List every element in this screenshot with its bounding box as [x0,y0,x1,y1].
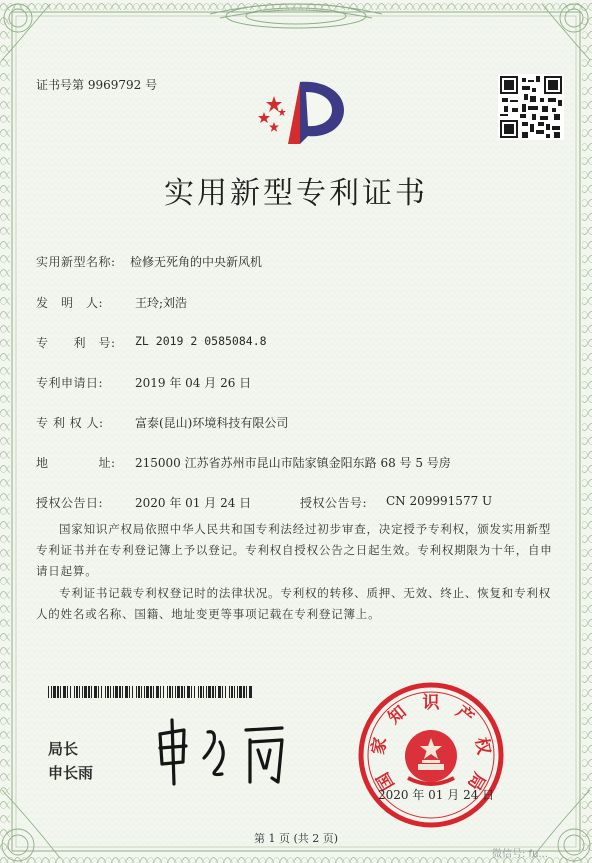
national-emblem-icon [405,730,457,784]
patent-number: ZL 2019 2 0585084.8 [135,334,267,348]
svg-text:权: 权 [470,735,494,757]
application-date: 2019 年 04 月 26 日 [135,376,252,390]
director-signature [150,712,310,792]
svg-text:局: 局 [463,768,489,794]
address-label: 地 址: [36,456,116,470]
certificate-number: 9969792 [87,78,142,92]
barcode-icon [48,686,254,698]
svg-text:国: 国 [373,768,399,794]
patent-holder: 富泰(昆山)环境科技有限公司 [135,416,289,430]
watermark: 微信号: fu... [492,849,548,860]
qr-code-icon [498,74,564,140]
page-indicator: 第 1 页 (共 2 页) [253,832,339,845]
svg-text:产: 产 [451,702,478,729]
svg-text:家: 家 [368,735,392,757]
director-name: 申长雨 [48,764,94,782]
grant-number: CN 209991577 U [386,494,493,508]
svg-text:识: 识 [422,693,440,713]
legal-status-note: 专利证书记载专利权登记时的法律状况。专利权的转移、质押、无效、终止、恢复和专利权人的姓名或名称、国籍、地址变更等事项记载在专利登记簿上。 [36,586,551,621]
inventor-label: 发 明 人: [36,296,104,310]
certificate-title: 实用新型专利证书 [164,176,428,211]
inventor: 王玲;刘浩 [135,296,188,310]
certificate-number-suffix: 号 [145,78,158,92]
utility-model-name: 检修无死角的中央新风机 [130,255,263,269]
director-title: 局长 [48,740,79,758]
patent-holder-label: 专 利 权 人: [36,416,104,430]
address: 215000 江苏省苏州市昆山市陆家镇金阳东路 68 号 5 号房 [135,456,451,470]
grant-date-label: 授权公告日: [36,496,104,510]
patent-number-label: 专 利 号: [36,336,116,350]
seal-date: 2020 年 01 月 24 日 [378,788,495,802]
utility-model-name-label: 实用新型名称: [36,255,116,269]
national-ip-office-seal [356,680,506,830]
certificate-statement: 国家知识产权局依照中华人民共和国专利法经过初步审查，决定授予专利权，颁发实用新型专利证书并在专利登记簿上予以登记。专利权自授权公告之日起生效。专利权期限为十年，自申请日起算。 [36,522,553,578]
patent-office-logo-icon [252,78,352,150]
svg-text:知: 知 [384,702,411,729]
grant-number-label: 授权公告号: [300,496,368,510]
grant-date: 2020 年 01 月 24 日 [135,496,252,510]
application-date-label: 专利申请日: [36,376,104,390]
certificate-number-line [36,76,157,93]
certificate-number-label: 证书号第 [36,78,85,92]
